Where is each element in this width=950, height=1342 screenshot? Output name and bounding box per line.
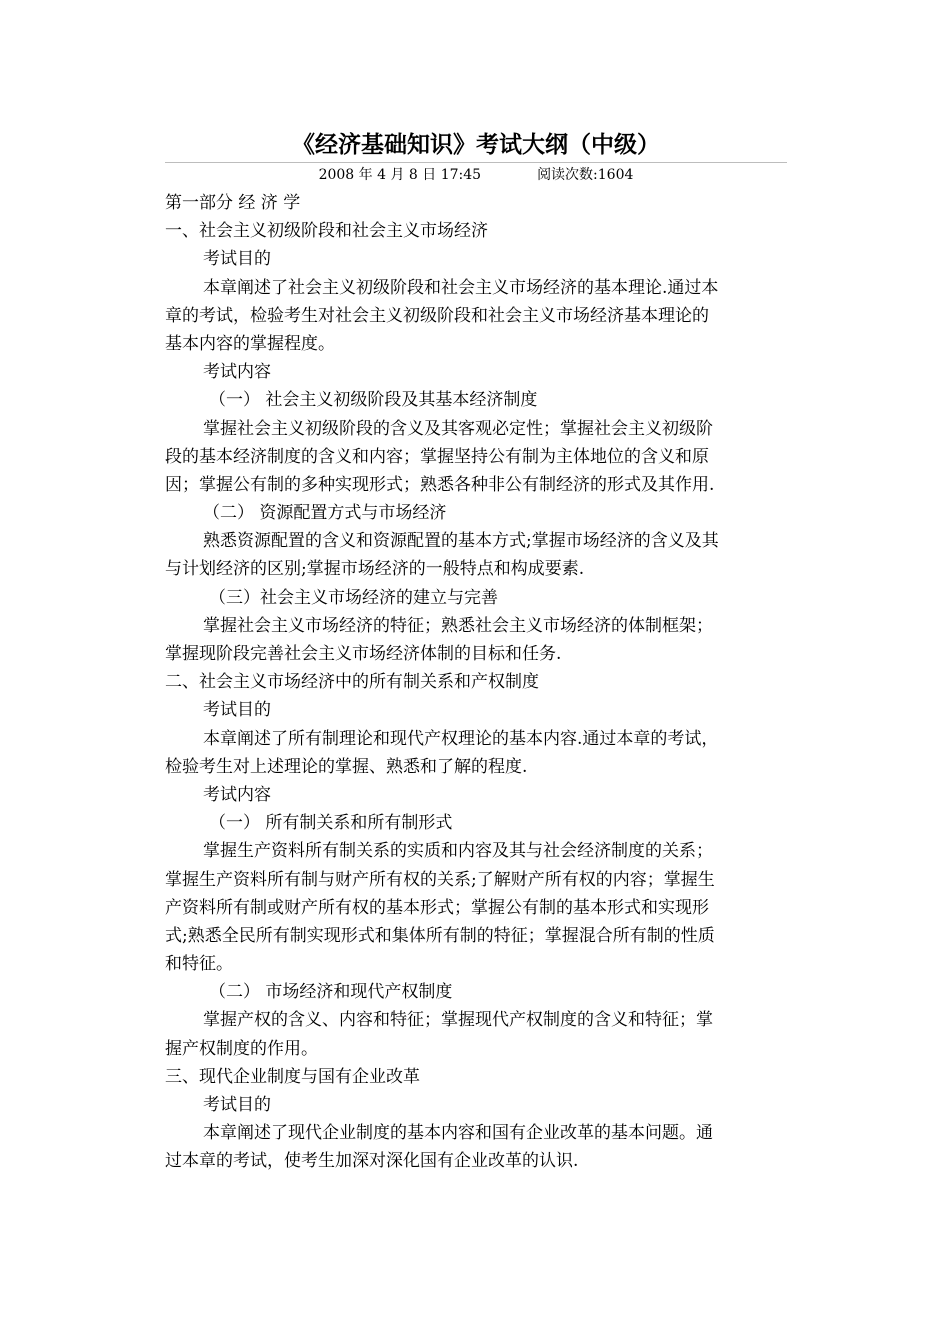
body-line: 掌握生产资料所有制与财产所有权的关系;了解财产所有权的内容；掌握生	[165, 869, 715, 890]
subsection-heading: （二） 资源配置方式与市场经济	[203, 503, 447, 524]
body-line: 与计划经济的区别;掌握市场经济的一般特点和构成要素.	[165, 559, 585, 580]
body-line: 掌握社会主义初级阶段的含义及其客观必定性；掌握社会主义初级阶	[203, 418, 713, 439]
section-label: 考试内容	[203, 362, 271, 383]
body-line: 段的基本经济制度的含义和内容；掌握坚持公有制为主体地位的含义和原	[165, 446, 709, 467]
body-line: 章的考试，检验考生对社会主义初级阶段和社会主义市场经济基本理论的	[165, 305, 709, 326]
body-line: 因；掌握公有制的多种实现形式；熟悉各种非公有制经济的形式及其作用.	[165, 474, 715, 495]
body-line: 掌握社会主义市场经济的特征；熟悉社会主义市场经济的体制框架；	[203, 615, 713, 636]
publish-date: 2008 年 4 月 8 日 17:45	[318, 167, 482, 183]
chapter-heading: 一、社会主义初级阶段和社会主义市场经济	[165, 221, 488, 242]
body-line: 过本章的考试，使考生加深对深化国有企业改革的认识.	[165, 1151, 579, 1172]
document-page	[165, 128, 787, 1176]
section-label: 考试目的	[203, 1095, 271, 1115]
body-line: 和特征。	[165, 954, 233, 975]
body-line: 产资料所有制或财产所有权的基本形式；掌握公有制的基本形式和实现形	[165, 897, 709, 918]
body-line: 本章阐述了所有制理论和现代产权理论的基本内容.通过本章的考试，	[203, 728, 719, 749]
subsection-heading: （一） 社会主义初级阶段及其基本经济制度	[209, 390, 538, 411]
body-line: 本章阐述了现代企业制度的基本内容和国有企业改革的基本问题。通	[203, 1123, 713, 1144]
subsection-heading: （三）社会主义市场经济的建立与完善	[209, 587, 498, 608]
section-label: 考试目的	[203, 700, 271, 721]
body-line: 检验考生对上述理论的掌握、熟悉和了解的程度.	[165, 756, 528, 777]
document-meta	[165, 163, 787, 189]
read-count: 阅读次数:1604	[537, 167, 634, 183]
body-line: 熟悉资源配置的含义和资源配置的基本方式;掌握市场经济的含义及其	[203, 531, 719, 552]
body-line: 本章阐述了社会主义初级阶段和社会主义市场经济的基本理论.通过本	[203, 277, 719, 298]
chapter-heading: 二、社会主义市场经济中的所有制关系和产权制度	[165, 672, 539, 693]
chapter-heading: 三、现代企业制度与国有企业改革	[165, 1066, 420, 1087]
section-label: 考试目的	[203, 249, 271, 270]
section-label: 考试内容	[203, 784, 271, 805]
subsection-heading: （一） 所有制关系和所有制形式	[209, 813, 453, 834]
body-line: 握产权制度的作用。	[165, 1038, 318, 1059]
part-heading: 第一部分 经 济 学	[165, 193, 301, 213]
body-line: 掌握产权的含义、内容和特征；掌握现代产权制度的含义和特征；掌	[203, 1010, 713, 1031]
body-line: 基本内容的掌握程度。	[165, 333, 335, 354]
subsection-heading: （二） 市场经济和现代产权制度	[209, 982, 453, 1003]
document-title: 《经济基础知识》考试大纲（中级）	[292, 131, 660, 158]
body-line: 掌握现阶段完善社会主义市场经济体制的目标和任务.	[165, 644, 562, 664]
body-line: 式;熟悉全民所有制实现形式和集体所有制的特征；掌握混合所有制的性质	[165, 925, 715, 946]
body-line: 掌握生产资料所有制关系的实质和内容及其与社会经济制度的关系；	[203, 841, 713, 862]
